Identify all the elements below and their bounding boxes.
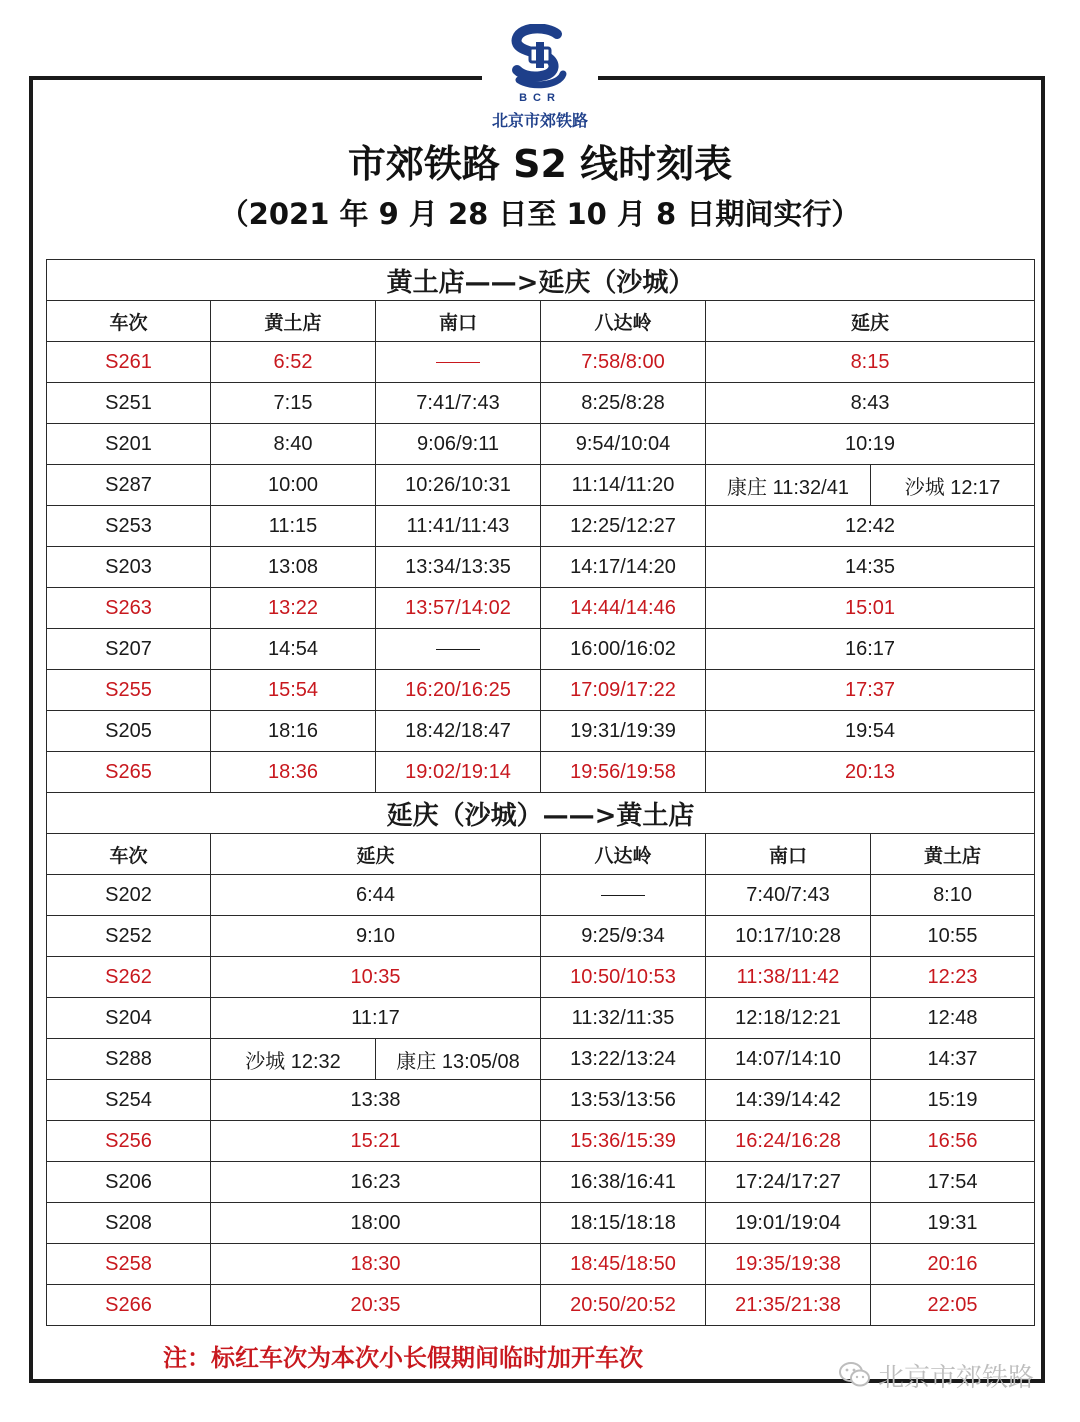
table-row — [47, 670, 1035, 711]
cell-yanqing: 9:10 — [211, 916, 541, 957]
wechat-icon — [838, 1361, 872, 1389]
cell-train: S202 — [47, 875, 211, 916]
column-header: 车次 — [47, 301, 211, 342]
cell-train: S265 — [47, 752, 211, 793]
cell-yanqing: 11:17 — [211, 998, 541, 1039]
cell-yanqing: 14:35 — [706, 547, 1035, 588]
cell-huangtudian: 10:55 — [871, 916, 1035, 957]
cell-badaling: 9:25/9:34 — [541, 916, 706, 957]
cell-badaling: 13:22/13:24 — [541, 1039, 706, 1080]
cell-huangtudian: 8:10 — [871, 875, 1035, 916]
cell-yanqing: 15:21 — [211, 1121, 541, 1162]
cell-yanqing: 13:38 — [211, 1080, 541, 1121]
page-title: 市郊铁路 S2 线时刻表 — [347, 142, 733, 186]
cell-yanqing: 20:13 — [706, 752, 1035, 793]
column-header: 南口 — [706, 834, 871, 875]
cell-huangtudian: 14:37 — [871, 1039, 1035, 1080]
cell-train: S261 — [47, 342, 211, 383]
column-header: 八达岭 — [541, 301, 706, 342]
cell-train: S207 — [47, 629, 211, 670]
cell-shacheng: 沙城 12:17 — [871, 465, 1035, 506]
outbound-header-row — [47, 301, 1035, 342]
cell-train: S255 — [47, 670, 211, 711]
table-row — [47, 1039, 1035, 1080]
logo-abbr: BCR — [519, 92, 561, 104]
table-row — [47, 875, 1035, 916]
cell-badaling: 11:32/11:35 — [541, 998, 706, 1039]
cell-huangtudian: 17:54 — [871, 1162, 1035, 1203]
footnote: 注：标红车次为本次小长假期间临时加开车次 — [163, 1344, 643, 1372]
column-header: 南口 — [376, 301, 541, 342]
cell-badaling: 11:14/11:20 — [541, 465, 706, 506]
bcr-logo — [490, 24, 590, 134]
timetable — [46, 259, 1035, 1326]
cell-yanqing: 15:01 — [706, 588, 1035, 629]
cell-yanqing: 20:35 — [211, 1285, 541, 1326]
cell-badaling: 16:38/16:41 — [541, 1162, 706, 1203]
cell-nankou: 10:26/10:31 — [376, 465, 541, 506]
cell-yanqing: 19:54 — [706, 711, 1035, 752]
cell-badaling: 19:31/19:39 — [541, 711, 706, 752]
cell-nankou: 7:41/7:43 — [376, 383, 541, 424]
cell-yanqing: 8:43 — [706, 383, 1035, 424]
cell-shacheng: 沙城 12:32 — [211, 1039, 376, 1080]
table-row — [47, 957, 1035, 998]
table-row — [47, 1203, 1035, 1244]
cell-nankou — [376, 342, 541, 383]
cell-yanqing: 16:23 — [211, 1162, 541, 1203]
cell-badaling: 8:25/8:28 — [541, 383, 706, 424]
cell-huangtudian: 18:16 — [211, 711, 376, 752]
table-row — [47, 752, 1035, 793]
bcr-emblem-icon — [505, 24, 575, 90]
table-row — [47, 342, 1035, 383]
cell-train: S252 — [47, 916, 211, 957]
table-row — [47, 424, 1035, 465]
cell-badaling: 12:25/12:27 — [541, 506, 706, 547]
cell-nankou: 16:20/16:25 — [376, 670, 541, 711]
cell-huangtudian: 13:22 — [211, 588, 376, 629]
cell-huangtudian: 18:36 — [211, 752, 376, 793]
cell-yanqing: 10:19 — [706, 424, 1035, 465]
cell-nankou — [376, 629, 541, 670]
cell-nankou: 17:24/17:27 — [706, 1162, 871, 1203]
cell-nankou: 12:18/12:21 — [706, 998, 871, 1039]
table-row — [47, 711, 1035, 752]
table-row — [47, 1285, 1035, 1326]
cell-badaling: 16:00/16:02 — [541, 629, 706, 670]
cell-nankou: 7:40/7:43 — [706, 875, 871, 916]
cell-huangtudian: 11:15 — [211, 506, 376, 547]
cell-train: S204 — [47, 998, 211, 1039]
watermark — [838, 1358, 1034, 1392]
table-row — [47, 629, 1035, 670]
cell-yanqing: 10:35 — [211, 957, 541, 998]
inbound-header-row — [47, 834, 1035, 875]
page-subtitle: （2021 年 9 月 28 日至 10 月 8 日期间实行） — [219, 197, 861, 231]
cell-yanqing: 18:00 — [211, 1203, 541, 1244]
cell-nankou: 16:24/16:28 — [706, 1121, 871, 1162]
cell-badaling: 18:15/18:18 — [541, 1203, 706, 1244]
logo-name: 北京市郊铁路 — [491, 111, 588, 130]
table-row — [47, 588, 1035, 629]
cell-nankou: 19:35/19:38 — [706, 1244, 871, 1285]
cell-huangtudian: 6:52 — [211, 342, 376, 383]
cell-train: S205 — [47, 711, 211, 752]
cell-badaling: 19:56/19:58 — [541, 752, 706, 793]
cell-badaling: 9:54/10:04 — [541, 424, 706, 465]
cell-badaling: 15:36/15:39 — [541, 1121, 706, 1162]
inbound-heading: 延庆（沙城）——>黄土店 — [47, 793, 1035, 834]
cell-huangtudian: 19:31 — [871, 1203, 1035, 1244]
cell-badaling: 17:09/17:22 — [541, 670, 706, 711]
cell-train: S201 — [47, 424, 211, 465]
table-row — [47, 506, 1035, 547]
cell-huangtudian: 16:56 — [871, 1121, 1035, 1162]
cell-nankou: 14:39/14:42 — [706, 1080, 871, 1121]
cell-nankou: 21:35/21:38 — [706, 1285, 871, 1326]
column-header: 车次 — [47, 834, 211, 875]
cell-kangzhuang: 康庄 13:05/08 — [376, 1039, 541, 1080]
cell-nankou: 13:57/14:02 — [376, 588, 541, 629]
cell-nankou: 19:01/19:04 — [706, 1203, 871, 1244]
cell-yanqing: 16:17 — [706, 629, 1035, 670]
cell-train: S206 — [47, 1162, 211, 1203]
cell-yanqing: 17:37 — [706, 670, 1035, 711]
cell-train: S266 — [47, 1285, 211, 1326]
cell-train: S256 — [47, 1121, 211, 1162]
table-row — [47, 916, 1035, 957]
cell-badaling: 14:44/14:46 — [541, 588, 706, 629]
cell-huangtudian: 8:40 — [211, 424, 376, 465]
cell-huangtudian: 12:48 — [871, 998, 1035, 1039]
cell-yanqing: 8:15 — [706, 342, 1035, 383]
table-row — [47, 547, 1035, 588]
column-header: 延庆 — [211, 834, 541, 875]
cell-huangtudian: 7:15 — [211, 383, 376, 424]
cell-nankou: 11:38/11:42 — [706, 957, 871, 998]
cell-train: S208 — [47, 1203, 211, 1244]
cell-nankou: 14:07/14:10 — [706, 1039, 871, 1080]
cell-huangtudian: 15:19 — [871, 1080, 1035, 1121]
cell-kangzhuang: 康庄 11:32/41 — [706, 465, 871, 506]
cell-train: S253 — [47, 506, 211, 547]
cell-huangtudian: 10:00 — [211, 465, 376, 506]
table-row — [47, 1244, 1035, 1285]
cell-yanqing: 18:30 — [211, 1244, 541, 1285]
table-row — [47, 1162, 1035, 1203]
cell-nankou: 13:34/13:35 — [376, 547, 541, 588]
cell-train: S251 — [47, 383, 211, 424]
cell-huangtudian: 12:23 — [871, 957, 1035, 998]
column-header: 黄土店 — [211, 301, 376, 342]
cell-nankou: 19:02/19:14 — [376, 752, 541, 793]
table-row — [47, 1121, 1035, 1162]
cell-huangtudian: 15:54 — [211, 670, 376, 711]
column-header: 黄土店 — [871, 834, 1035, 875]
cell-nankou: 11:41/11:43 — [376, 506, 541, 547]
cell-train: S258 — [47, 1244, 211, 1285]
cell-huangtudian: 13:08 — [211, 547, 376, 588]
no-stop-dash — [601, 895, 645, 896]
cell-train: S254 — [47, 1080, 211, 1121]
cell-train: S262 — [47, 957, 211, 998]
cell-badaling: 14:17/14:20 — [541, 547, 706, 588]
inbound-heading-row — [47, 793, 1035, 834]
cell-nankou: 10:17/10:28 — [706, 916, 871, 957]
cell-badaling: 10:50/10:53 — [541, 957, 706, 998]
no-stop-dash — [436, 362, 480, 363]
cell-badaling — [541, 875, 706, 916]
cell-huangtudian: 22:05 — [871, 1285, 1035, 1326]
column-header: 八达岭 — [541, 834, 706, 875]
cell-train: S263 — [47, 588, 211, 629]
cell-huangtudian: 20:16 — [871, 1244, 1035, 1285]
outbound-heading-row — [47, 260, 1035, 301]
column-header: 延庆 — [706, 301, 1035, 342]
cell-nankou: 9:06/9:11 — [376, 424, 541, 465]
cell-badaling: 20:50/20:52 — [541, 1285, 706, 1326]
cell-nankou: 18:42/18:47 — [376, 711, 541, 752]
cell-badaling: 13:53/13:56 — [541, 1080, 706, 1121]
cell-badaling: 7:58/8:00 — [541, 342, 706, 383]
no-stop-dash — [436, 649, 480, 650]
cell-train: S287 — [47, 465, 211, 506]
table-row — [47, 383, 1035, 424]
table-row — [47, 465, 1035, 506]
cell-yanqing: 12:42 — [706, 506, 1035, 547]
cell-badaling: 18:45/18:50 — [541, 1244, 706, 1285]
watermark-text: 北京市郊铁路 — [878, 1362, 1035, 1393]
cell-yanqing: 6:44 — [211, 875, 541, 916]
cell-train: S203 — [47, 547, 211, 588]
timetable-body — [47, 260, 1035, 1326]
cell-train: S288 — [47, 1039, 211, 1080]
table-row — [47, 1080, 1035, 1121]
outbound-heading: 黄土店——>延庆（沙城） — [47, 260, 1035, 301]
cell-huangtudian: 14:54 — [211, 629, 376, 670]
table-row — [47, 998, 1035, 1039]
